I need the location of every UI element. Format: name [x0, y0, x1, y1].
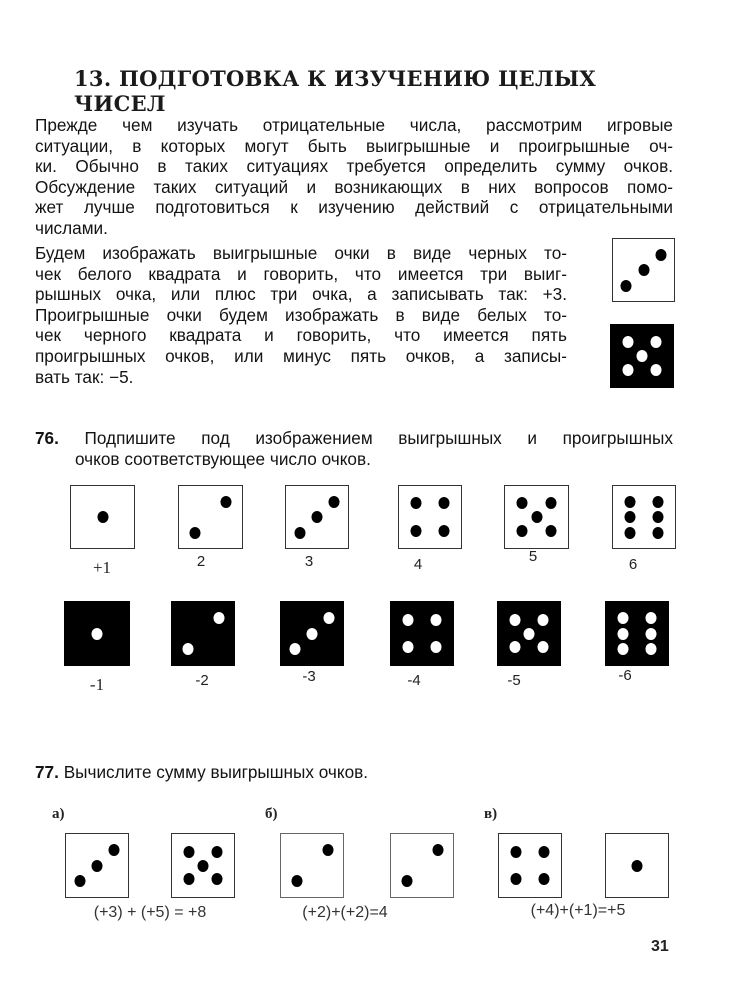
pip-dot	[545, 497, 556, 509]
pip-dot	[531, 511, 542, 523]
pip-dot	[538, 641, 549, 653]
pip-dot	[632, 860, 643, 872]
pip-dot	[402, 641, 413, 653]
part-a-answer: (+3) + (+5) = +8	[93, 904, 207, 921]
explanation-line: проигрышных очков, или минус пять очков, а записы-	[35, 345, 567, 366]
example-positive-die	[612, 238, 675, 302]
intro-line: ки. Обычно в таких ситуациях требуется определить сумму очков.	[35, 156, 673, 177]
pip-dot	[651, 336, 662, 348]
pip-dot	[510, 846, 521, 858]
exercise-77-instruction: Вычислите сумму выигрышных очков.	[63, 762, 369, 782]
pip-dot	[617, 643, 628, 655]
pip-dot	[401, 875, 412, 887]
pip-dot	[312, 511, 323, 523]
pip-dot	[198, 860, 209, 872]
intro-line: Прежде чем изучать отрицательные числа, рассмотрим игровые	[35, 115, 673, 135]
pip-dot	[410, 497, 421, 509]
part-c-label: в)	[484, 806, 498, 822]
part-b-label: б)	[265, 806, 278, 822]
answer-label: 3	[304, 553, 314, 570]
answer-label: 5	[528, 548, 538, 565]
pip-dot	[307, 628, 318, 640]
answer-label: -3	[302, 668, 316, 685]
pip-dot	[109, 844, 120, 856]
section-title: 13. ПОДГОТОВКА К ИЗУЧЕНИЮ ЦЕЛЫХ ЧИСЕЛ	[74, 66, 596, 116]
pip-dot	[655, 249, 666, 261]
pip-dot	[402, 614, 413, 626]
pip-dot	[538, 614, 549, 626]
exercise-77-text	[35, 762, 673, 783]
negative-die	[390, 601, 454, 666]
intro-line: ситуации, в которых могут быть выигрышные и проигрышные оч-	[35, 135, 673, 156]
pip-dot	[97, 511, 108, 523]
negative-die	[171, 601, 235, 666]
pip-dot	[439, 525, 450, 537]
part-c-die-2	[605, 833, 669, 898]
pip-dot	[410, 525, 421, 537]
part-b-die-1	[280, 833, 344, 898]
answer-label: -1	[89, 675, 105, 694]
negative-die	[605, 601, 669, 666]
pip-dot	[509, 641, 520, 653]
pip-dot	[653, 511, 664, 523]
pip-dot	[646, 628, 657, 640]
answer-label: 4	[413, 556, 423, 573]
pip-dot	[431, 641, 442, 653]
pip-dot	[621, 280, 632, 292]
explanation-line: Будем изображать выигрышные очки в виде черных то-	[35, 243, 567, 263]
pip-dot	[432, 844, 443, 856]
pip-dot	[539, 873, 550, 885]
pip-dot	[622, 336, 633, 348]
pip-dot	[289, 643, 300, 655]
pip-dot	[653, 527, 664, 539]
answer-label: 6	[628, 556, 638, 573]
pip-dot	[213, 612, 224, 624]
pip-dot	[212, 873, 223, 885]
explanation-line: рышных очка, или плюс три очка, а записывать так: +3.	[35, 284, 567, 305]
pip-dot	[651, 364, 662, 376]
pip-dot	[517, 525, 528, 537]
pip-dot	[294, 527, 305, 539]
pip-dot	[221, 496, 232, 508]
explanation-line: Проигрышные очки будем изображать в виде белых то-	[35, 304, 567, 325]
exercise-76-number: 76.	[35, 428, 59, 448]
example-negative-die	[610, 324, 674, 388]
pip-dot	[637, 350, 648, 362]
positive-die	[285, 485, 349, 549]
pip-dot	[617, 612, 628, 624]
positive-die	[178, 485, 243, 549]
positive-die	[398, 485, 462, 549]
part-b-die-2	[390, 833, 454, 898]
pip-dot	[646, 612, 657, 624]
pip-dot	[638, 264, 649, 276]
pip-dot	[510, 873, 521, 885]
pip-dot	[517, 497, 528, 509]
pip-dot	[653, 496, 664, 508]
pip-dot	[329, 496, 340, 508]
negative-die	[64, 601, 130, 666]
pip-dot	[624, 511, 635, 523]
pip-dot	[92, 628, 103, 640]
positive-die	[612, 485, 676, 549]
pip-dot	[291, 875, 302, 887]
pip-dot	[182, 643, 193, 655]
pip-dot	[74, 875, 85, 887]
pip-dot	[92, 860, 103, 872]
pip-dot	[624, 527, 635, 539]
pip-dot	[539, 846, 550, 858]
pip-dot	[509, 614, 520, 626]
part-b-answer: (+2)+(+2)=4	[302, 904, 388, 921]
pip-dot	[617, 628, 628, 640]
answer-label: +1	[92, 558, 112, 577]
pip-dot	[439, 497, 450, 509]
pip-dot	[431, 614, 442, 626]
answer-label: -2	[195, 672, 209, 689]
pip-dot	[622, 364, 633, 376]
explanation-line: чек черного квадрата и говорить, что имеется пять	[35, 325, 567, 346]
negative-die	[280, 601, 344, 666]
positive-die	[504, 485, 569, 549]
pip-dot	[322, 844, 333, 856]
explanation-paragraph	[35, 243, 567, 387]
answer-label: -5	[507, 672, 521, 689]
exercise-76-text	[35, 428, 673, 469]
exercise-76-line-1	[35, 428, 673, 449]
pip-dot	[183, 846, 194, 858]
intro-paragraph	[35, 115, 673, 239]
intro-line: числами.	[35, 217, 108, 238]
pip-dot	[524, 628, 535, 640]
part-a-label: а)	[52, 806, 65, 822]
pip-dot	[324, 612, 335, 624]
part-c-die-1	[498, 833, 562, 898]
part-c-answer: (+4)+(+1)=+5	[530, 902, 626, 919]
exercise-76-line: очков соответствующее число очков.	[75, 448, 371, 469]
exercise-77-number: 77.	[35, 762, 59, 782]
pip-dot	[646, 643, 657, 655]
pip-dot	[189, 527, 200, 539]
explanation-line: чек белого квадрата и говорить, что имеется три выиг-	[35, 263, 567, 284]
pip-dot	[545, 525, 556, 537]
explanation-line: вать так: −5.	[35, 366, 134, 387]
part-a-die-2	[171, 833, 235, 898]
exercise-76-line: Подпишите под изображением выигрышных и проигрышных	[84, 428, 673, 448]
part-a-die-1	[65, 833, 129, 898]
pip-dot	[212, 846, 223, 858]
answer-label: -4	[407, 672, 421, 689]
answer-label: 2	[196, 553, 206, 570]
answer-label: -6	[618, 667, 632, 684]
page-number: 31	[651, 938, 669, 955]
negative-die	[497, 601, 561, 666]
pip-dot	[183, 873, 194, 885]
positive-die	[70, 485, 135, 549]
intro-line: Обсуждение таких ситуаций и возникающих в них вопросов помо-	[35, 176, 673, 197]
pip-dot	[624, 496, 635, 508]
intro-line: жет лучше подготовиться к изучению действий с отрицательными	[35, 197, 673, 218]
